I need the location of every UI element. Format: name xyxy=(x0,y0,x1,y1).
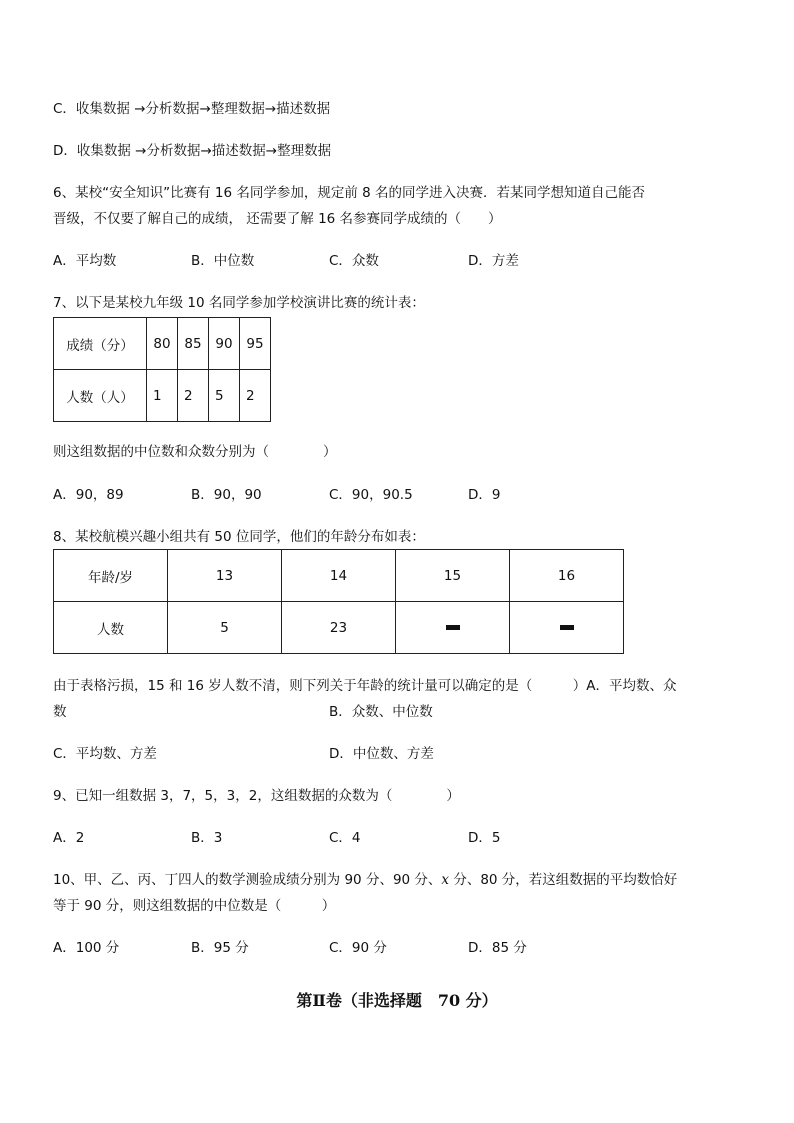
table-cell-header: 人数 xyxy=(54,602,168,654)
q8-age-table xyxy=(53,549,624,654)
q7-option-c: C．90，90.5 xyxy=(329,487,413,503)
q10-option-b: B．95 分 xyxy=(191,940,249,956)
table-cell: 5 xyxy=(209,370,240,422)
table-cell: 95 xyxy=(240,318,271,370)
table-cell: 5 xyxy=(168,602,282,654)
q6-option-c: C．众数 xyxy=(329,253,379,269)
q10-stem-part1: 10、甲、乙、丙、丁四人的数学测验成绩分别为 90 分、90 分、 xyxy=(53,872,442,888)
table-cell: 2 xyxy=(178,370,209,422)
table-row xyxy=(54,550,624,602)
q8-option-d: D．中位数、方差 xyxy=(329,746,434,762)
q10-option-d: D．85 分 xyxy=(468,940,527,956)
q10-stem-line2: 等于 90 分，则这组数据的中位数是（ ） xyxy=(53,898,336,914)
table-row xyxy=(54,318,271,370)
q9-option-b: B．3 xyxy=(191,830,223,846)
q8-option-b: B．众数、中位数 xyxy=(329,704,433,720)
q7-option-d: D．9 xyxy=(468,487,501,503)
table-cell: 23 xyxy=(282,602,396,654)
table-cell: 2 xyxy=(240,370,271,422)
table-cell-smudged xyxy=(396,602,510,654)
q9-option-c: C．4 xyxy=(329,830,361,846)
q7-stem: 7、以下是某校九年级 10 名同学参加学校演讲比赛的统计表： xyxy=(53,295,425,311)
q10-variable-x: x xyxy=(441,872,450,888)
table-cell: 15 xyxy=(396,550,510,602)
q6-option-d: D．方差 xyxy=(468,253,519,269)
q7-question: 则这组数据的中位数和众数分别为（ ） xyxy=(53,444,337,460)
q7-option-a: A．90，89 xyxy=(53,487,124,503)
q9-stem: 9、已知一组数据 3，7，5，3，2，这组数据的众数为（ ） xyxy=(53,788,460,804)
table-cell-header: 人数（人） xyxy=(54,370,147,422)
q6-option-a: A．平均数 xyxy=(53,253,117,269)
table-cell: 90 xyxy=(209,318,240,370)
table-cell: 14 xyxy=(282,550,396,602)
q6-option-b: B．中位数 xyxy=(191,253,255,269)
table-cell: 80 xyxy=(147,318,178,370)
table-row xyxy=(54,602,624,654)
table-cell-header: 成绩（分） xyxy=(54,318,147,370)
table-cell-header: 年龄/岁 xyxy=(54,550,168,602)
ink-smudge-mark xyxy=(560,625,574,630)
q5-option-d: D．收集数据 →分析数据→描述数据→整理数据 xyxy=(53,143,332,159)
q8-stem-line1: 由于表格污损，15 和 16 岁人数不清，则下列关于年龄的统计量可以确定的是（ ）A．平均数、众 xyxy=(53,678,677,694)
table-cell: 16 xyxy=(510,550,624,602)
table-cell: 85 xyxy=(178,318,209,370)
q6-stem-line1: 6、某校“安全知识”比赛有 16 名同学参加，规定前 8 名的同学进入决赛．若某同学想知道自己能否 xyxy=(53,185,646,201)
table-row xyxy=(54,370,271,422)
q8-option-c: C．平均数、方差 xyxy=(53,746,157,762)
table-cell: 13 xyxy=(168,550,282,602)
section-heading: 第Ⅱ卷（非选择题 70 分） xyxy=(296,991,498,1010)
table-cell: 1 xyxy=(147,370,178,422)
q9-option-d: D．5 xyxy=(468,830,501,846)
ink-smudge-mark xyxy=(446,625,460,630)
q6-stem-line2: 晋级，不仅要了解自己的成绩， 还需要了解 16 名参赛同学成绩的（ ） xyxy=(53,211,502,227)
table-cell-smudged xyxy=(510,602,624,654)
q10-stem-part2: 分、80 分，若这组数据的平均数恰好 xyxy=(449,872,678,888)
q10-stem-line1 xyxy=(53,871,677,889)
q10-option-c: C．90 分 xyxy=(329,940,387,956)
q5-option-c: C．收集数据 →分析数据→整理数据→描述数据 xyxy=(53,101,331,117)
q9-option-a: A．2 xyxy=(53,830,85,846)
q8-stem-line2: 数 xyxy=(53,704,67,720)
q7-score-table xyxy=(53,317,271,422)
q10-option-a: A．100 分 xyxy=(53,940,120,956)
q8-stem: 8、某校航模兴趣小组共有 50 位同学，他们的年龄分布如表： xyxy=(53,529,425,545)
q7-option-b: B．90，90 xyxy=(191,487,262,503)
